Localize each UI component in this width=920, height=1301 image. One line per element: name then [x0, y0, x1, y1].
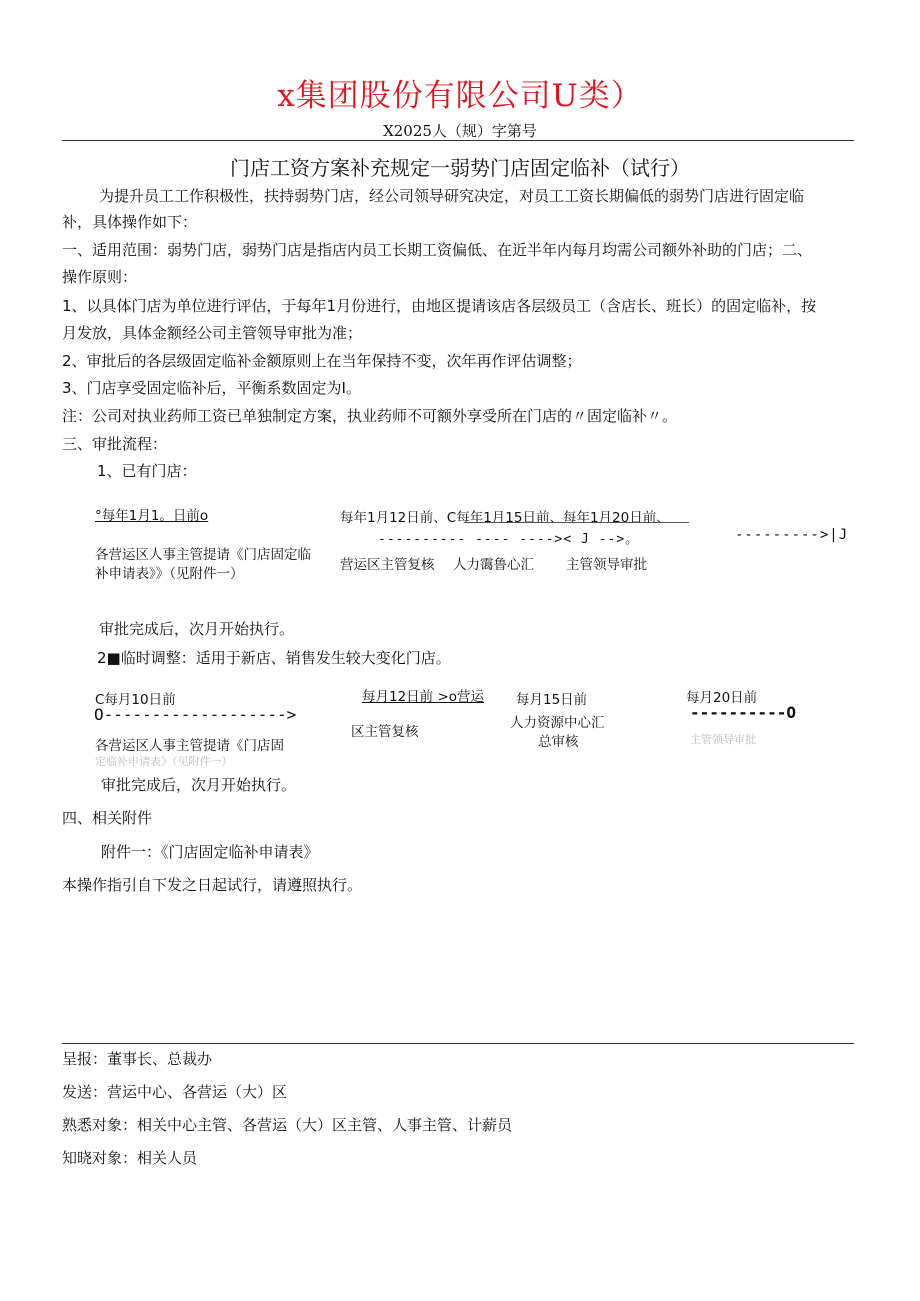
flow1-arrow-end: --------->|J: [735, 527, 849, 543]
flow1-date-1: °每年1月1。日前o: [95, 508, 209, 524]
footer-send-to: 发送：营运中心、各营运（大）区: [62, 1083, 288, 1101]
section1-line-1: 一、适用范围：弱势门店，弱势门店是指店内员工长期工资偏低、在近半年内每月均需公司额外补助的门店；二、: [62, 241, 813, 259]
intro-line-1: 为提升员工工作积极性，扶持弱势门店，经公司领导研究决定，对员工工资长期偏低的弱势门店进行固定临: [99, 187, 805, 205]
flow1-date-2: 每年1月12日前、C每年1月15日前、每年1月20日前、: [340, 510, 670, 526]
flow2-date-1: C每月10日前: [95, 692, 176, 708]
principle-note: 注：公司对执业药师工资已单独制定方案，执业药师不可额外享受所在门店的〃固定临补〃。: [62, 407, 678, 425]
flow1-step-1-line-1: 各营运区人事主管提请《门店固定临: [95, 547, 311, 563]
footer-familiar: 熟悉对象：相关中心主管、各营运（大）区主管、人事主管、计薪员: [62, 1116, 513, 1134]
flow1-step-2: 营运区主管复核: [340, 557, 435, 573]
flow2-step-3-line-2: 总审核: [538, 734, 579, 750]
flow1-arrows: ---------- ---- ---->< J -->。: [378, 532, 640, 547]
document-number: X2025人（规）字第号: [383, 122, 537, 140]
principle-1-line-1: 1、以具体门店为单位进行评估，于每年1月份进行，由地区提请该店各层级员工（含店长、班长）的固定临补，按: [62, 297, 817, 315]
header-divider: [62, 140, 854, 141]
principle-3: 3、门店享受固定临补后，平衡系数固定为I。: [62, 379, 361, 397]
document-title: 门店工资方案补充规定一弱势门店固定临补（试行）: [230, 156, 690, 180]
flow2-after: 审批完成后，次月开始执行。: [101, 776, 297, 794]
flow1-step-3: 人力霭鲁心汇: [453, 557, 534, 573]
footer-informed: 知晓对象：相关人员: [62, 1149, 198, 1167]
flow2-step-1-line-2: 定临补申请表》（见附件一）: [95, 755, 233, 768]
flow1-step-1-line-2: 补申请表》》（见附件一）: [95, 566, 244, 582]
footer-report-to: 呈报：董事长、总裁办: [62, 1050, 213, 1068]
section3-sub-1: 1、已有门店：: [97, 462, 197, 480]
flow2-arrow-4: ----------O: [690, 703, 796, 722]
principle-1-line-2: 月发放，具体金额经公司主管领导审批为准；: [62, 324, 363, 342]
company-title: x集团股份有限公司U类）: [277, 78, 643, 114]
section3-heading: 三、审批流程：: [62, 435, 168, 453]
closing-text: 本操作指引自下发之日起试行，请遵照执行。: [62, 876, 363, 894]
attachment-1: 附件一：《门店固定临补申请表》: [101, 843, 319, 861]
flow2-date-2: 每月12日前 >o营运: [362, 689, 485, 705]
intro-line-2: 补，具体操作如下：: [62, 213, 198, 231]
flow2-date-3: 每月15日前: [516, 692, 588, 708]
flow2-step-2: 区主管复核: [351, 724, 419, 740]
footer-divider: [62, 1043, 854, 1044]
flow2-step-1-line-1: 各营运区人事主管提请《门店固: [95, 738, 284, 754]
flow2-date-4: 每月20日前: [686, 690, 758, 706]
flow1-step-4: 主管领导审批: [566, 557, 647, 573]
section4-heading: 四、相关附件: [62, 809, 153, 827]
flow1-date-underline: [464, 522, 689, 523]
flow2-arrow-1: O------------------->: [94, 705, 297, 724]
section3-sub-2: 2■临时调整：适用于新店、销售发生较大变化门店。: [97, 649, 451, 667]
principle-2: 2、审批后的各层级固定临补金额原则上在当年保持不变，次年再作评估调整；: [62, 352, 582, 370]
section1-line-2: 操作原则：: [62, 268, 138, 286]
flow1-after: 审批完成后，次月开始执行。: [99, 620, 295, 638]
flow2-step-3-line-1: 人力资源中心汇: [510, 715, 605, 731]
flow2-step-4: 主管领导审批: [690, 733, 756, 746]
